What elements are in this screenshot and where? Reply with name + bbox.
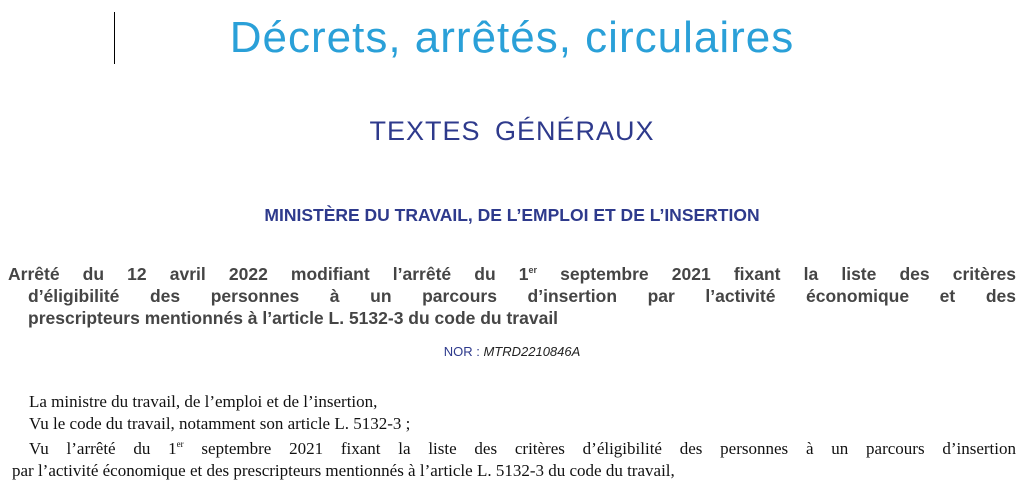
body-paragraph-3-superscript: er bbox=[176, 439, 184, 449]
nor-code: MTRD2210846A bbox=[483, 344, 581, 359]
body-paragraph-1: La ministre du travail, de l’emploi et de l’insertion, bbox=[29, 392, 378, 411]
body-paragraph-3-start: Vu l’arrêté du 1 bbox=[29, 439, 177, 458]
body-paragraph-3-line-2: par l’activité économique et des prescripteurs mentionnés à l’article L. 5132-3 du code du travail, bbox=[12, 460, 675, 480]
arrete-title-line-3: prescripteurs mentionnés à l’article L. 5132-3 du code du travail bbox=[28, 308, 559, 328]
subsection-title: TEXTES GÉNÉRAUX bbox=[369, 116, 655, 146]
ministry-heading: MINISTÈRE DU TRAVAIL, DE L’EMPLOI ET DE L’INSERTION bbox=[264, 205, 760, 225]
body-paragraph-3 bbox=[12, 434, 1016, 460]
arrete-title-line-2: d’éligibilité des personnes à un parcours d’insertion par l’activité économique et des bbox=[28, 286, 1016, 306]
nor-label: NOR : bbox=[443, 344, 480, 359]
arrete-title-line-1-start: Arrêté du 12 avril 2022 modifiant l’arrêté du 1 bbox=[8, 264, 529, 284]
nor-reference bbox=[0, 343, 1024, 361]
arrete-title bbox=[8, 259, 1016, 329]
arrete-title-superscript: er bbox=[528, 265, 538, 275]
body-paragraph-3-end: septembre 2021 fixant la liste des critères d’éligibilité des personnes à un parcours d’insertion bbox=[183, 439, 1016, 458]
section-title: Décrets, arrêtés, circulaires bbox=[229, 13, 795, 62]
body-text bbox=[12, 391, 1016, 481]
body-paragraph-2: Vu le code du travail, notamment son article L. 5132-3 ; bbox=[29, 413, 411, 433]
arrete-title-line-1-end: septembre 2021 fixant la liste des critères bbox=[537, 264, 1016, 284]
arrete-title-line-1 bbox=[8, 259, 1016, 285]
